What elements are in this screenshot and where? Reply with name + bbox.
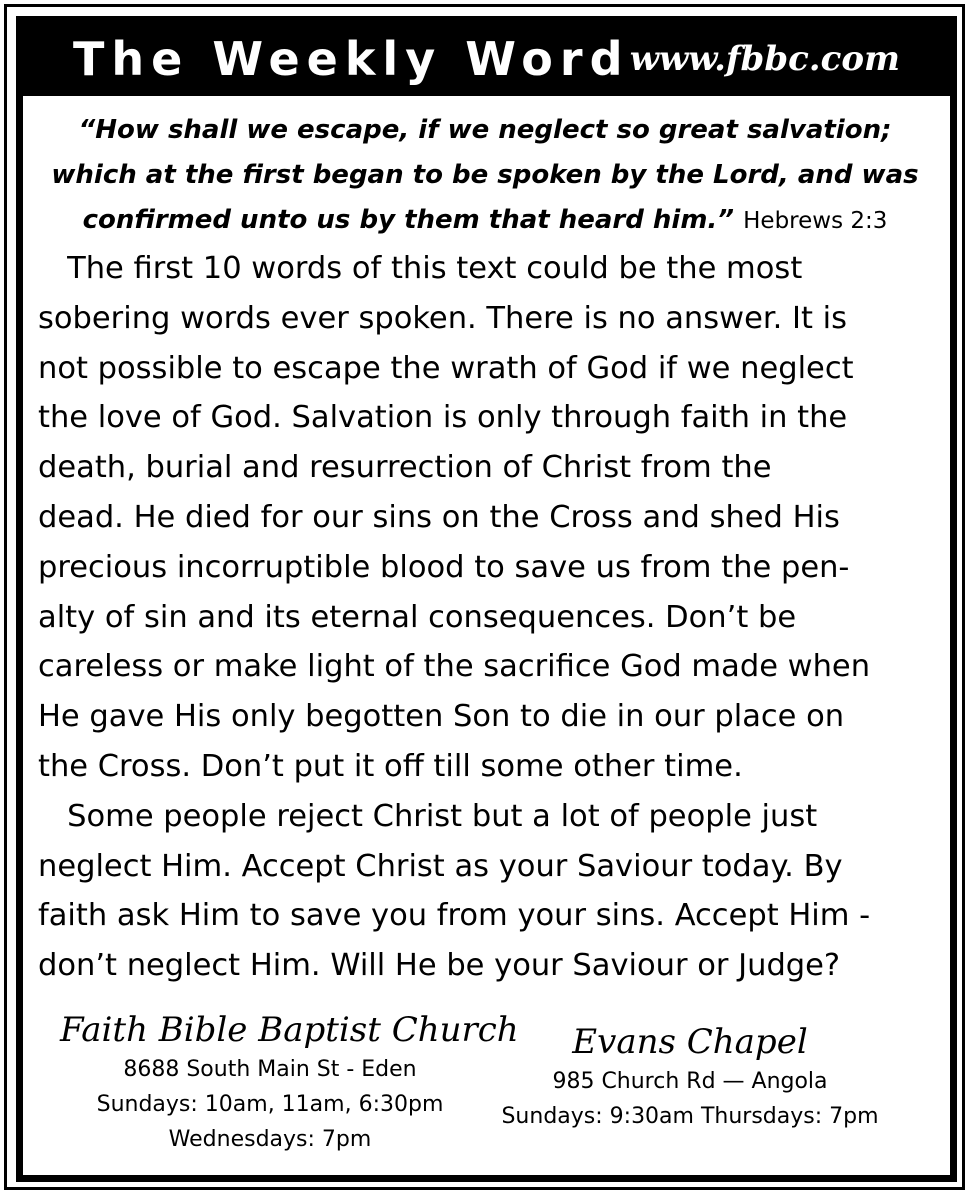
- church-name: Faith Bible Baptist Church: [60, 1010, 519, 1050]
- verse-reference: Hebrews 2:3: [743, 208, 888, 234]
- church-wednesday-times: Wednesdays: 7pm: [168, 1127, 372, 1152]
- article-body: [38, 244, 938, 991]
- church-address: 985 Church Rd — Angola: [552, 1069, 828, 1094]
- verse-line-2: which at the first began to be spoken by the Lord, and was: [51, 160, 919, 190]
- website-url: www.fbbc.com: [629, 39, 900, 79]
- church-evans-chapel: [490, 1020, 890, 1134]
- body-line: careless or make light of the sacrifice God made when: [38, 649, 871, 685]
- body-line: alty of sin and its eternal consequences. Don’t be: [38, 599, 797, 635]
- scripture-quote: [40, 108, 930, 244]
- body-line: precious incorruptible blood to save us from the pen-: [38, 549, 850, 585]
- body-line: the love of God. Salvation is only through faith in the: [38, 400, 848, 436]
- church-service-times: Sundays: 9:30am Thursdays: 7pm: [501, 1104, 879, 1129]
- verse-line-3-text: confirmed unto us by them that heard him.”: [82, 205, 735, 235]
- body-line: not possible to escape the wrath of God if we neglect: [38, 350, 854, 386]
- body-line: the Cross. Don’t put it off till some other time.: [38, 748, 743, 784]
- church-faith-bible-baptist: [60, 1008, 519, 1157]
- body-line: faith ask Him to save you from your sins. Accept Him -: [38, 898, 871, 934]
- body-line: don’t neglect Him. Will He be your Saviour or Judge?: [38, 948, 841, 984]
- body-line: The first 10 words of this text could be the most: [38, 251, 803, 286]
- header-banner: [23, 23, 950, 96]
- church-address: 8688 South Main St - Eden: [123, 1057, 417, 1082]
- body-line: Some people reject Christ but a lot of people just: [38, 798, 818, 834]
- body-line: He gave His only begotten Son to die in our place on: [38, 699, 845, 735]
- body-line: death, burial and resurrection of Christ from the: [38, 450, 772, 486]
- newsletter-title: The Weekly Word: [73, 32, 630, 86]
- verse-line-3: [40, 198, 930, 244]
- body-line: neglect Him. Accept Christ as your Saviour today. By: [38, 848, 843, 884]
- body-line: dead. He died for our sins on the Cross and shed His: [38, 499, 840, 535]
- church-name: Evans Chapel: [572, 1022, 808, 1062]
- church-sunday-times: Sundays: 10am, 11am, 6:30pm: [96, 1092, 444, 1117]
- body-line: sobering words ever spoken. There is no answer. It is: [38, 300, 847, 336]
- verse-line-1: “How shall we escape, if we neglect so great salvation;: [78, 115, 892, 145]
